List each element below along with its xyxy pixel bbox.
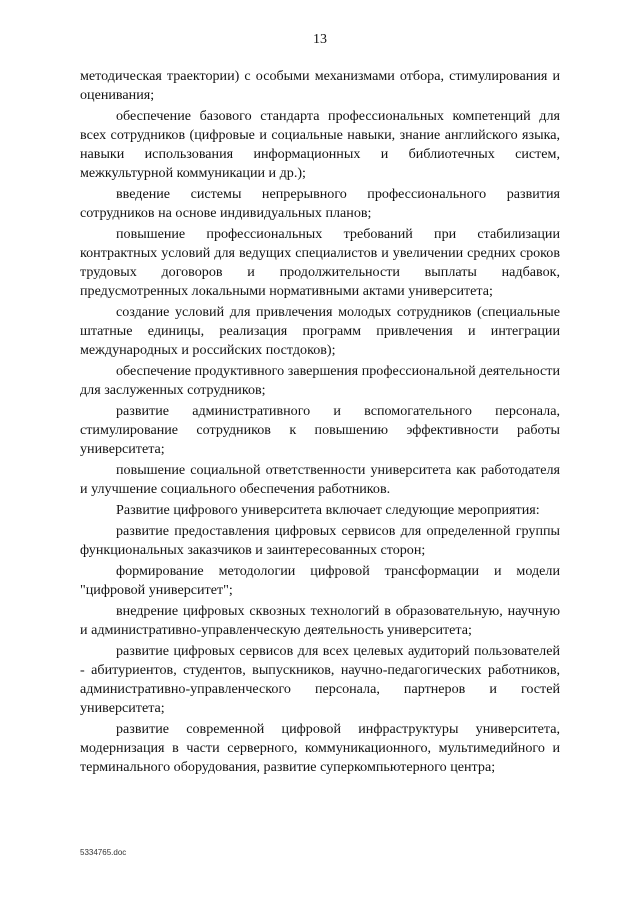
- paragraph: создание условий для привлечения молодых сотрудников (специальные штатные единицы, реализация программ привлечения и интеграции международных и российских постдоков);: [80, 304, 560, 358]
- page-number: 13: [313, 32, 327, 47]
- paragraph: развитие современной цифровой инфраструктуры университета, модернизация в части серверного, коммуникационного, мультимедийного и терминального оборудования, развитие суперкомпьютерного центра;: [80, 721, 560, 775]
- paragraph: Развитие цифрового университета включает следующие мероприятия:: [116, 502, 540, 518]
- paragraph: методическая траектории) с особыми механизмами отбора, стимулирования и оценивания;: [80, 68, 560, 103]
- paragraph: повышение социальной ответственности университета как работодателя и улучшение социального обеспечения работников.: [80, 462, 560, 497]
- paragraph: обеспечение базового стандарта профессиональных компетенций для всех сотрудников (цифровые и социальные навыки, знание английского языка, навыки использования информационных и библиотечных систем, межкультурной коммуникации и др.);: [80, 108, 560, 181]
- paragraph: повышение профессиональных требований при стабилизации контрактных условий для ведущих специалистов и увеличении средних сроков трудовых договоров и продолжительности выплаты надбавок, предусмотренных локальными нормативными актами университета;: [80, 226, 560, 299]
- paragraph: развитие предоставления цифровых сервисов для определенной группы функциональных заказчиков и заинтересованных сторон;: [80, 523, 560, 558]
- footer-document-code: 5334765.doc: [80, 848, 127, 857]
- paragraph: развитие цифровых сервисов для всех целевых аудиторий пользователей - абитуриентов, студентов, выпускников, научно-педагогических работников, административно-управленческого персонала, партнеров и гостей университета;: [80, 643, 560, 716]
- paragraph: введение системы непрерывного профессионального развития сотрудников на основе индивидуальных планов;: [80, 186, 560, 221]
- paragraph: обеспечение продуктивного завершения профессиональной деятельности для заслуженных сотрудников;: [80, 363, 560, 398]
- paragraph: развитие административного и вспомогательного персонала, стимулирование сотрудников к повышению эффективности работы университета;: [80, 403, 560, 457]
- paragraph: формирование методологии цифровой трансформации и модели "цифровой университет";: [80, 563, 560, 598]
- document-body: [80, 67, 560, 779]
- paragraph: внедрение цифровых сквозных технологий в образовательную, научную и административно-управленческую деятельность университета;: [80, 603, 560, 638]
